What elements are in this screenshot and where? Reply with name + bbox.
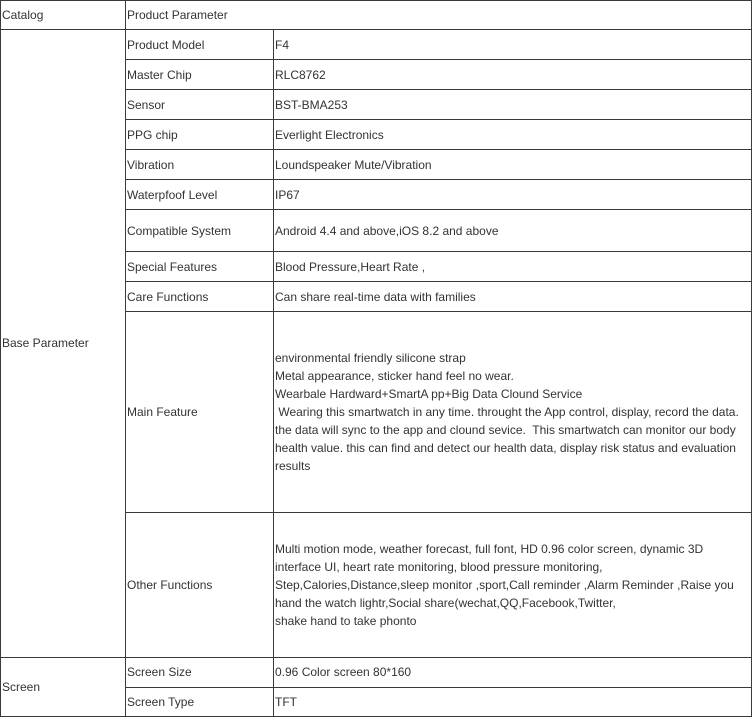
function-line: Step,Calories,Distance,sleep monitor ,sport,Call reminder ,Alarm Reminder ,Raise you hand the watch lightr,Social share(wechat,QQ,Facebook,Twitter, (275, 577, 738, 610)
param-value: BST-BMA253 (274, 90, 752, 120)
table-row (1, 657, 752, 687)
param-value: RLC8762 (274, 60, 752, 90)
product-parameter-header: Product Parameter (126, 1, 752, 30)
param-name: Screen Size (126, 657, 274, 687)
base-parameter-label: Base Parameter (1, 30, 126, 658)
param-name: Vibration (126, 150, 274, 180)
feature-line: Wearbale Hardward+SmartA pp+Big Data Clound Service (275, 386, 583, 401)
feature-line: Wearing this smartwatch in any time. throught the App control, display, record the data. the data will sync to the app and clound sevice. This smartwatch can monitor our body health value. this can find and detect our health data, display risk status and evaluation results (275, 404, 743, 473)
param-name: Care Functions (126, 282, 274, 312)
function-line: Multi motion mode, weather forecast, full font, HD 0.96 color screen, dynamic 3D interface UI, heart rate monitoring, blood pressure monitoring, (275, 541, 707, 574)
feature-line: environmental friendly silicone strap (275, 350, 466, 365)
param-value: Loundspeaker Mute/Vibration (274, 150, 752, 180)
param-value: 0.96 Color screen 80*160 (274, 657, 752, 687)
param-value: F4 (274, 30, 752, 60)
header-row (1, 1, 752, 30)
param-value: Android 4.4 and above,iOS 8.2 and above (274, 210, 752, 252)
param-value: IP67 (274, 180, 752, 210)
param-name: Product Model (126, 30, 274, 60)
param-name: Screen Type (126, 687, 274, 716)
function-line: shake hand to take phonto (275, 613, 417, 628)
param-name: Master Chip (126, 60, 274, 90)
param-value: Everlight Electronics (274, 120, 752, 150)
param-name: Waterpfoof Level (126, 180, 274, 210)
param-value: TFT (274, 687, 752, 716)
param-value: Blood Pressure,Heart Rate , (274, 252, 752, 282)
table-row (1, 30, 752, 60)
param-name: PPG chip (126, 120, 274, 150)
other-functions-value (274, 512, 752, 657)
param-name: Special Features (126, 252, 274, 282)
catalog-header: Catalog (1, 1, 126, 30)
main-feature-value (274, 312, 752, 512)
param-value: Can share real-time data with families (274, 282, 752, 312)
feature-line: Metal appearance, sticker hand feel no wear. (275, 368, 514, 383)
param-name: Main Feature (126, 312, 274, 512)
screen-label: Screen (1, 657, 126, 716)
param-name: Compatible System (126, 210, 274, 252)
param-name: Other Functions (126, 512, 274, 657)
param-name: Sensor (126, 90, 274, 120)
